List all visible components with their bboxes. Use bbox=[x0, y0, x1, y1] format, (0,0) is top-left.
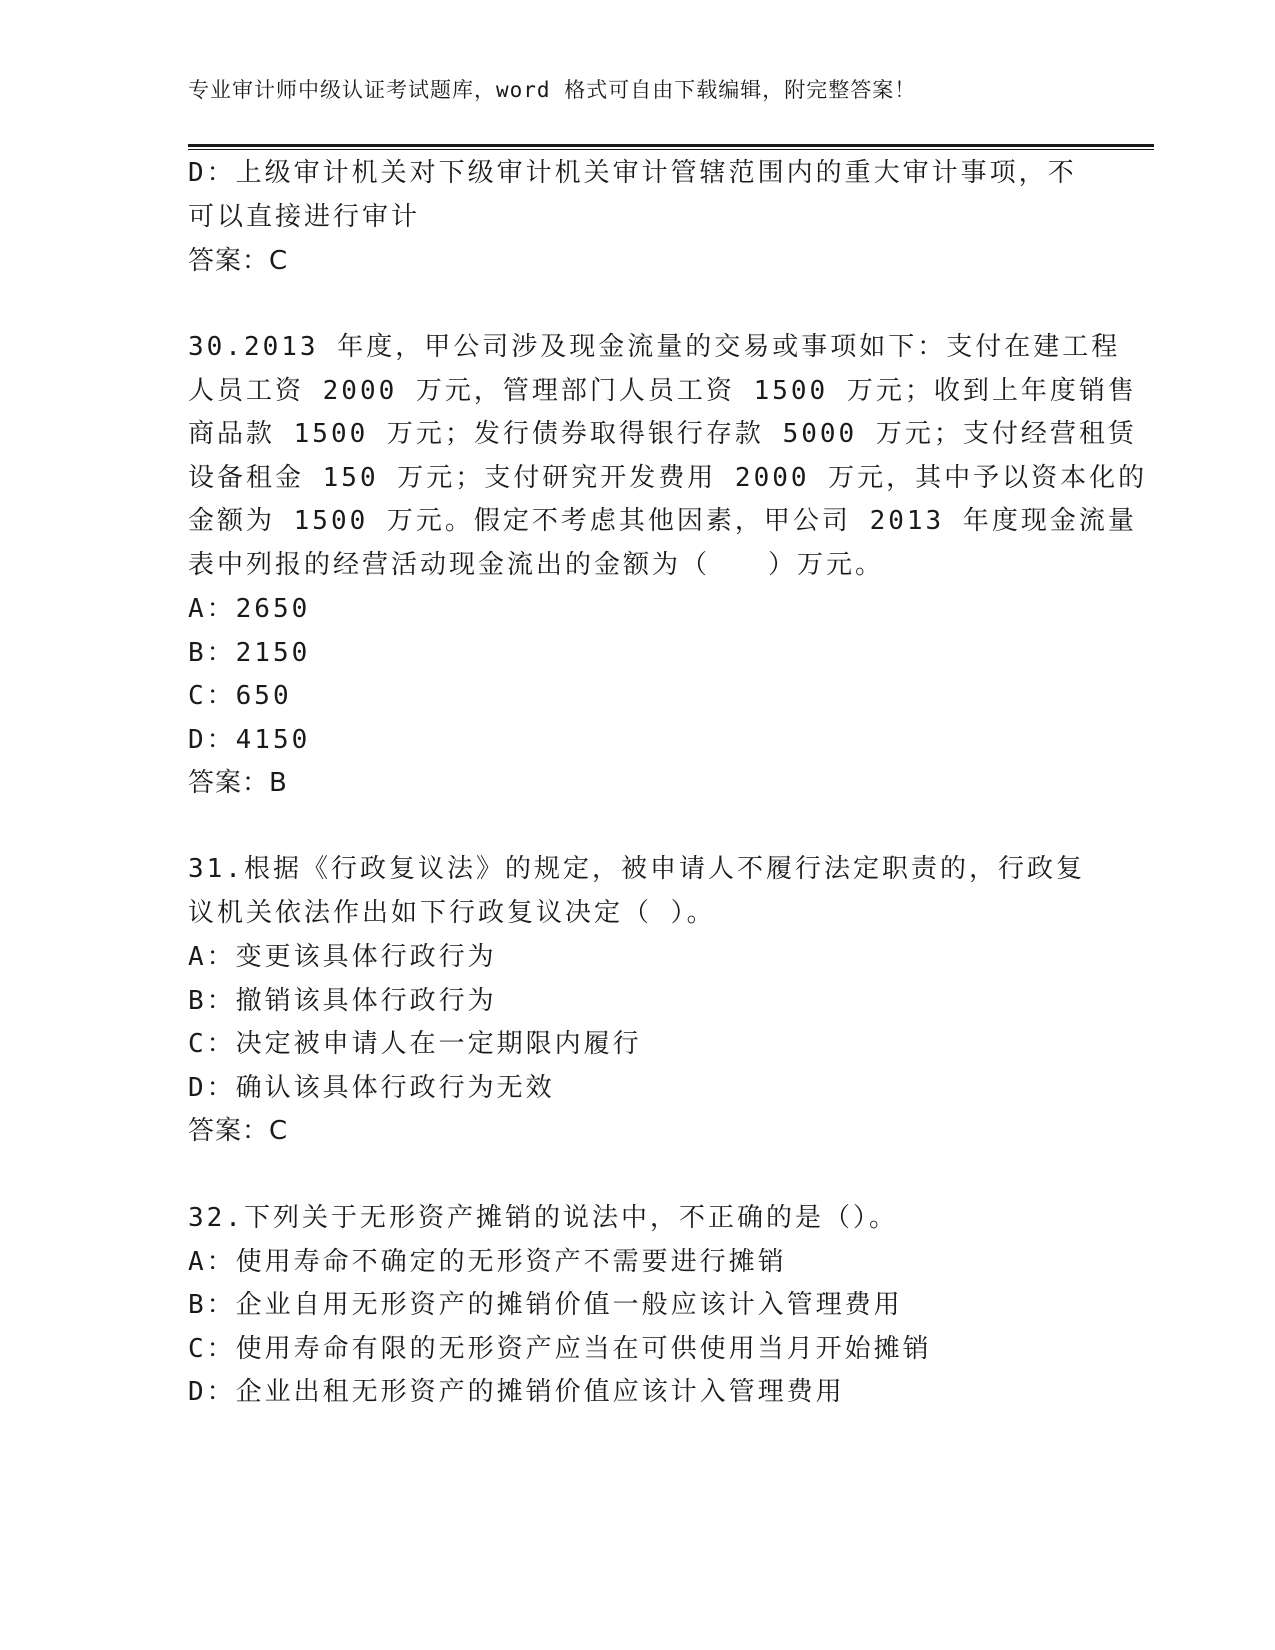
q30-option-b: B：2150 bbox=[188, 638, 311, 668]
q31-option-d: D：确认该具体行政行为无效 bbox=[188, 1073, 555, 1103]
q32-option-b: B：企业自用无形资产的摊销价值一般应该计入管理费用 bbox=[188, 1290, 903, 1320]
q31-stem-line: 31.根据《行政复议法》的规定，被申请人不履行法定职责的，行政复 bbox=[188, 854, 1085, 884]
q32-option-c: C：使用寿命有限的无形资产应当在可供使用当月开始摊销 bbox=[188, 1334, 932, 1364]
q32-stem-line: 32.下列关于无形资产摊销的说法中，不正确的是（）。 bbox=[188, 1203, 898, 1233]
q32-option-a: A：使用寿命不确定的无形资产不需要进行摊销 bbox=[188, 1247, 787, 1277]
q30-option-a: A：2650 bbox=[188, 594, 311, 624]
page-header-title: 专业审计师中级认证考试题库，word 格式可自由下载编辑，附完整答案！ bbox=[188, 78, 917, 102]
q30-stem-line: 人员工资 2000 万元，管理部门人员工资 1500 万元；收到上年度销售 bbox=[188, 376, 1137, 406]
q30-stem-line: 金额为 1500 万元。假定不考虑其他因素，甲公司 2013 年度现金流量 bbox=[188, 506, 1137, 536]
q30-stem-line: 表中列报的经营活动现金流出的金额为（ ）万元。 bbox=[188, 550, 885, 580]
q30-answer: 答案：B bbox=[188, 768, 288, 798]
q30-stem-line: 商品款 1500 万元；发行债券取得银行存款 5000 万元；支付经营租赁 bbox=[188, 419, 1137, 449]
q30-stem-line: 30.2013 年度，甲公司涉及现金流量的交易或事项如下：支付在建工程 bbox=[188, 332, 1121, 362]
q31-answer: 答案：C bbox=[188, 1116, 289, 1146]
q29-answer: 答案：C bbox=[188, 246, 289, 276]
q30-stem-line: 设备租金 150 万元；支付研究开发费用 2000 万元，其中予以资本化的 bbox=[188, 463, 1148, 493]
q31-option-b: B：撤销该具体行政行为 bbox=[188, 986, 497, 1016]
q30-option-c: C：650 bbox=[188, 681, 292, 711]
q29-option-d-line2: 可以直接进行审计 bbox=[188, 202, 421, 232]
q32-option-d: D：企业出租无形资产的摊销价值应该计入管理费用 bbox=[188, 1377, 845, 1407]
q31-option-c: C：决定被申请人在一定期限内履行 bbox=[188, 1029, 642, 1059]
q29-option-d-line1: D：上级审计机关对下级审计机关审计管辖范围内的重大审计事项，不 bbox=[188, 158, 1077, 188]
q30-option-d: D：4150 bbox=[188, 725, 311, 755]
q31-stem-line: 议机关依法作出如下行政复议决定（ ）。 bbox=[188, 898, 716, 928]
header-divider-thick bbox=[188, 144, 1154, 147]
q31-option-a: A：变更该具体行政行为 bbox=[188, 942, 497, 972]
header-divider-thin bbox=[188, 149, 1154, 150]
